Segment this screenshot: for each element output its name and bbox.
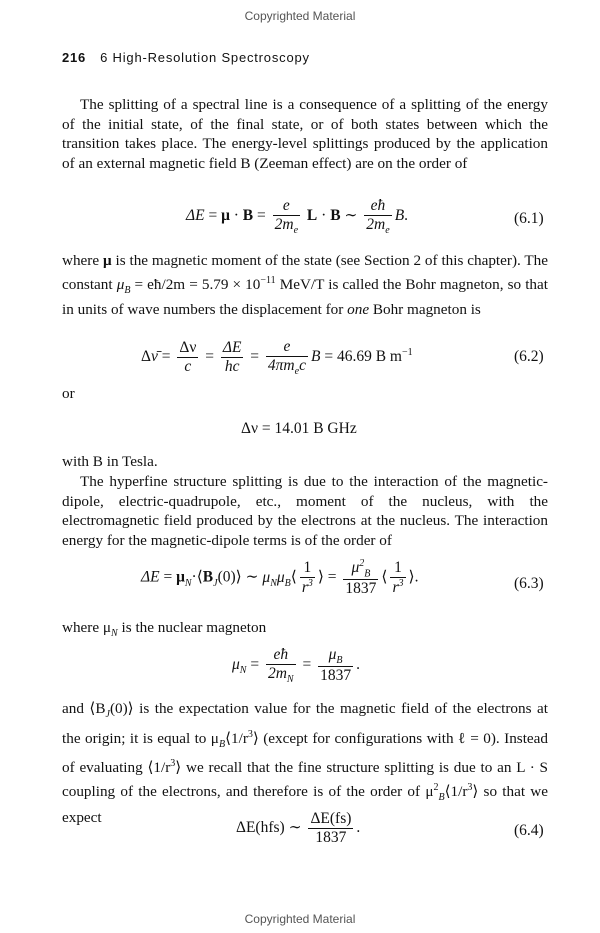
chapter-title: 6 High-Resolution Spectroscopy	[100, 50, 310, 65]
paragraph-tesla: with B in Tesla.	[62, 453, 158, 470]
paragraph-zeeman: The splitting of a spectral line is a consequence of a splitting of the energy of the initial state, of the final state, or of both states between which the transition takes place. The energy-level splittings produced by the application of an external magnetic field B (Zeeman effect) are on the order of	[62, 96, 548, 172]
equation-mu-n: $\mu_N$ = $\frac{eħ}{2m_N}$ = $\frac{\mu_B}{1837}$ .	[232, 646, 360, 686]
equation-number-6-4: (6.4)	[514, 822, 544, 839]
running-header	[62, 50, 310, 65]
equation-6-2: Δν̄ = $\frac{\Delta\nu}{c}$ = $\frac{\Delta E}{hc}$ = $\frac{e}{4\pi m_ec}$ B = 46.69 B $m^{-1}$	[141, 338, 413, 378]
equation-6-1: ΔE = μ · B = $\frac{e}{2m_e}$ L · B ∼ $\frac{eħ}{2m_e}$ B.	[186, 197, 409, 237]
paragraph-expectation-value: and $⟨B_J(0)⟩$ is the expectation value for the magnetic field of the electrons at the origin; it is equal to $\mu_B⟨1/r^3⟩$ (except for configurations with ℓ = 0). Instead of evaluating $⟨1/r^3⟩$ we recall that the fine structure splitting is due to an L · S coupling of the electrons, and therefore is of the order of $\mu^2_B⟨1/r^3⟩$ so that we expect	[62, 700, 549, 826]
equation-number-6-2: (6.2)	[514, 348, 544, 365]
copyright-notice-bottom: Copyrighted Material	[244, 912, 356, 926]
paragraph-bohr-magneton: where μ is the magnetic moment of the state (see Section 2 of this chapter). The constant $\mu_B$ = eħ/2m = $5.79 \times 10^{-11}$ MeV/T is called the Bohr magneton, so that in units of wave numbers the displacement for one Bohr magneton is	[62, 252, 549, 319]
copyright-notice-top: Copyrighted Material	[244, 9, 356, 23]
equation-6-3: $\Delta E = \mu_N\cdot⟨B_J(0)⟩$ ∼ $\mu_N\mu_B⟨$ $\frac{1}{r^3}$ ⟩ = $\frac{\mu^2_B}{1837}$ ⟨ $\frac{1}{r^3}$ ⟩.	[141, 558, 419, 598]
equation-delta-nu: Δν = 14.01 B GHz	[241, 420, 357, 437]
equation-6-4: ΔE(hfs) ∼ $\frac{\Delta E(fs)}{1837}$ .	[236, 810, 361, 846]
page-number: 216	[62, 50, 87, 65]
paragraph-hyperfine: The hyperfine structure splitting is due to the interaction of the magnetic-dipole, electric-quadrupole, etc., moment of the nucleus, with the electromagnetic field produced by the electrons at the nucleus. The interaction energy for the magnetic-dipole terms is of the order of	[62, 473, 548, 549]
equation-number-6-3: (6.3)	[514, 575, 544, 592]
paragraph-nuclear-magneton: where $\mu_N$ is the nuclear magneton	[62, 619, 267, 640]
or-text: or	[62, 385, 75, 402]
equation-number-6-1: (6.1)	[514, 210, 544, 227]
